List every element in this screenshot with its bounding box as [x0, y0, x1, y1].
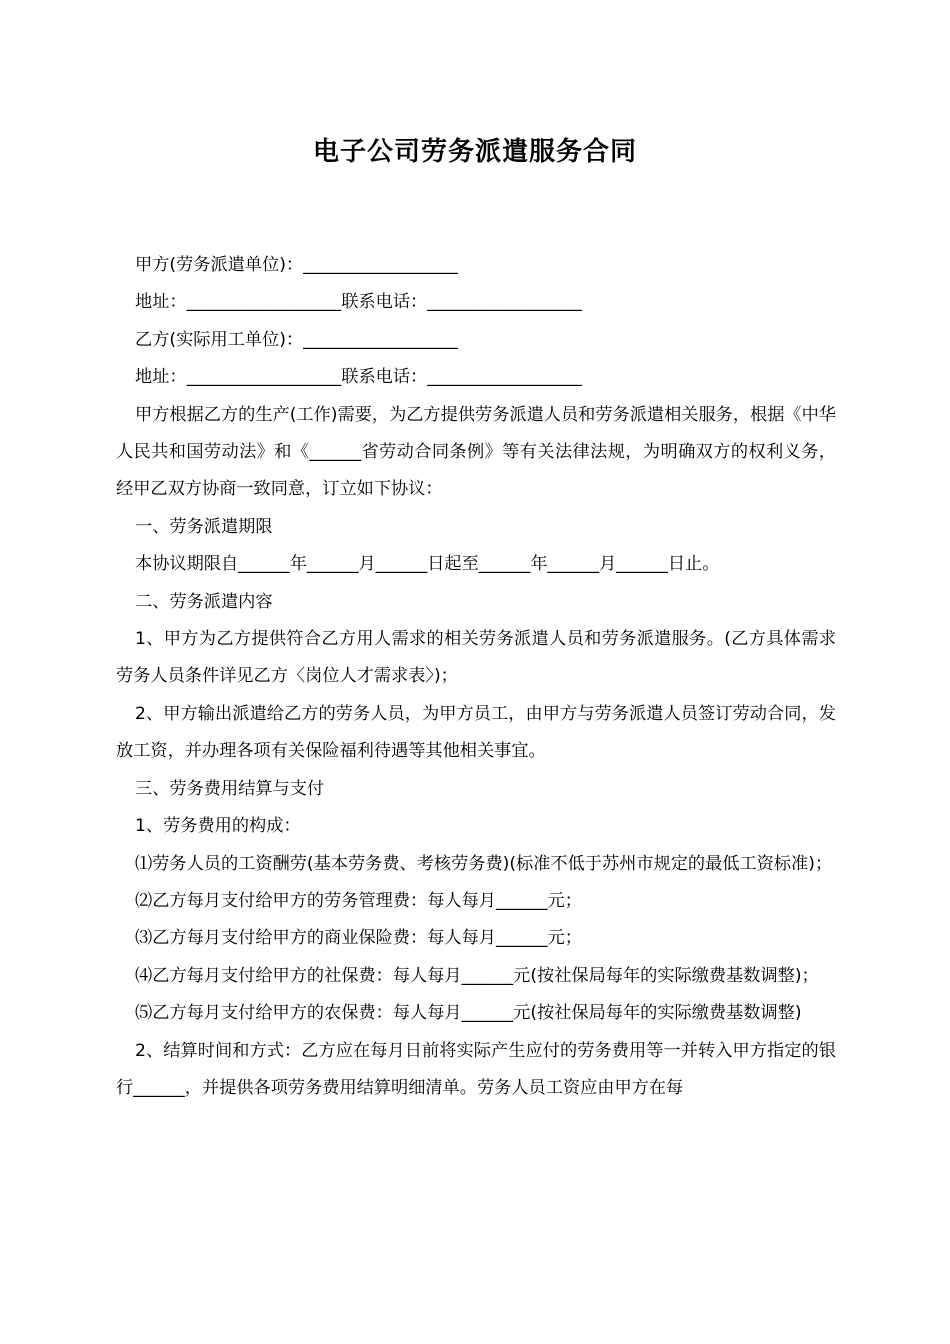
fees-clause-2: 2、结算时间和方式：乙方应在每月日前将实际产生应付的劳务费用等一并转入甲方指定的银行______，并提供各项劳务费用结算明细清单。劳务人员工资应由甲方在每 — [116, 1040, 836, 1098]
document-body — [116, 247, 836, 1107]
party-b-line: 乙方(实际用工单位)：__________________ — [135, 329, 458, 350]
fees-item-4: ⑷乙方每月支付给甲方的社保费：每人每月______元(按社保局每年的实际缴费基数调整)； — [135, 965, 819, 986]
party-a-line: 甲方(劳务派遣单位)：__________________ — [135, 255, 458, 275]
fees-item-3: ⑶乙方每月支付给甲方的商业保险费：每人每月______元； — [135, 928, 582, 949]
preamble-paragraph: 甲方根据乙方的生产(工作)需要，为乙方提供劳务派遣人员和劳务派遣相关服务，根据《中华人民共和国劳动法》和《______省劳动合同条例》等有关法律法规，为明确双方的权利义务，经甲乙双方协商一致同意，订立如下协议： — [116, 404, 836, 500]
term-paragraph: 本协议期限自______年______月______日起至______年______月______日止。 — [135, 554, 720, 575]
content-clause-2: 2、甲方输出派遣给乙方的劳务人员，为甲方员工，由甲方与劳务派遣人员签订劳动合同，发放工资，并办理各项有关保险福利待遇等其他相关事宜。 — [116, 703, 836, 762]
section-heading-content: 二、劳务派遣内容 — [135, 591, 273, 612]
party-a-address-line: 地址：__________________联系电话：__________________ — [135, 292, 582, 313]
fees-item-5: ⑸乙方每月支付给甲方的农保费：每人每月______元(按社保局每年的实际缴费基数调整) — [135, 1003, 802, 1024]
party-b-address-line: 地址：__________________联系电话：__________________ — [135, 367, 582, 388]
section-heading-term: 一、劳务派遣期限 — [135, 516, 273, 537]
content-clause-1: 1、甲方为乙方提供符合乙方用人需求的相关劳务派遣人员和劳务派遣服务。(乙方具体需求劳务人员条件详见乙方〈岗位人才需求表〉)； — [116, 629, 836, 687]
document-title: 电子公司劳务派遣服务合同 — [312, 137, 637, 167]
fees-item-2: ⑵乙方每月支付给甲方的劳务管理费：每人每月______元； — [135, 890, 582, 911]
section-heading-fees: 三、劳务费用结算与支付 — [135, 778, 325, 799]
fees-clause-1: 1、劳务费用的构成： — [135, 816, 301, 837]
fees-item-1: ⑴劳务人员的工资酬劳(基本劳务费、考核劳务费)(标准不低于苏州市规定的最低工资标准)； — [135, 853, 833, 874]
